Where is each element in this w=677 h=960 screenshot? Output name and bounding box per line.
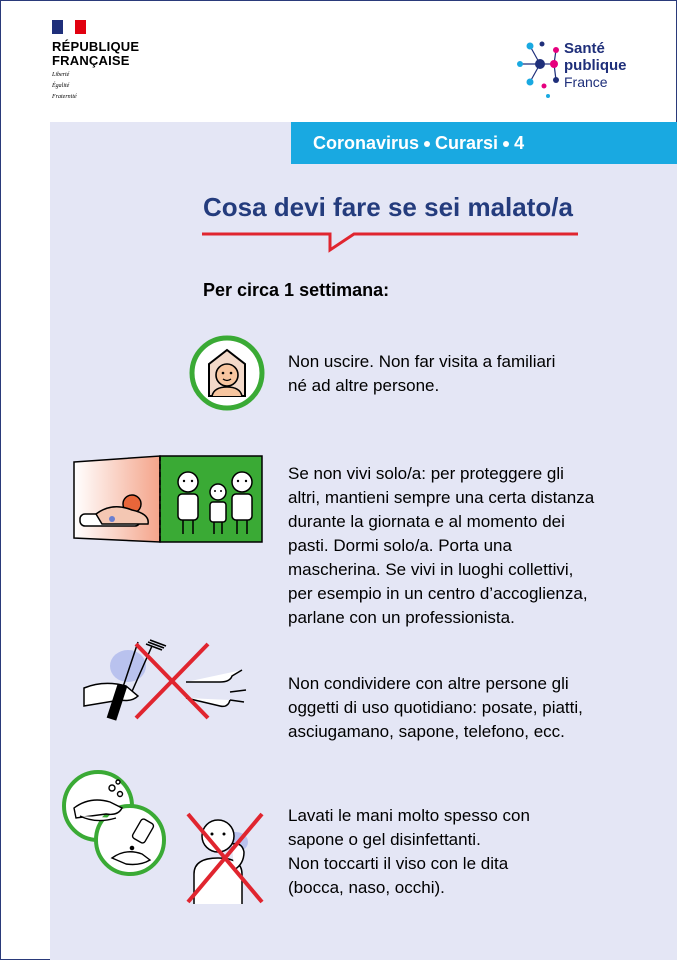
- motto-3: Fraternité: [52, 94, 77, 100]
- republique-francaise-logo: [52, 20, 139, 101]
- bullet-dot: [424, 141, 430, 147]
- instruction-4: Lavati le mani molto spesso con sapone o gel disinfettanti. Non toccarti il viso con le dita (bocca, naso, occhi).: [288, 806, 530, 897]
- subtitle: Per circa 1 settimana:: [203, 280, 390, 300]
- logo-line2: FRANÇAISE: [52, 53, 130, 68]
- sante-publique-text: Santé publique France: [564, 40, 627, 90]
- page-title: Cosa devi fare se sei malato/a: [203, 192, 573, 222]
- topic-banner: Coronavirus Curarsi 4: [291, 122, 677, 164]
- stay-home-icon: [188, 334, 266, 412]
- instruction-1: Non uscire. Non far visita a familiari né ad altre persone.: [288, 352, 556, 395]
- bullet-dot: [503, 141, 509, 147]
- speech-underline: [202, 226, 582, 256]
- french-flag-icon: [52, 20, 86, 34]
- isolation-room-icon: [72, 452, 264, 544]
- network-dots-icon: [516, 36, 562, 102]
- instruction-2: Se non vivi solo/a: per proteggere gli altri, mantieni sempre una certa distanza durante la giornata e al momento dei pasti. Dormi solo/a. Porta una mascherina. Se vivi in luoghi collettivi, per esempio in un centro d’accoglienza, parlane con un professionista.: [288, 464, 595, 627]
- motto-1: Liberté: [52, 72, 70, 78]
- no-sharing-icon: [80, 636, 250, 726]
- wash-hands-icon: [60, 768, 170, 878]
- motto-2: Égalité: [52, 83, 70, 89]
- logo-line1: RÉPUBLIQUE: [52, 39, 140, 54]
- no-touch-face-icon: [184, 808, 268, 908]
- instruction-3: Non condividere con altre persone gli oggetti di uso quotidiano: posate, piatti, asciugamano, sapone, telefono, ecc.: [288, 674, 583, 741]
